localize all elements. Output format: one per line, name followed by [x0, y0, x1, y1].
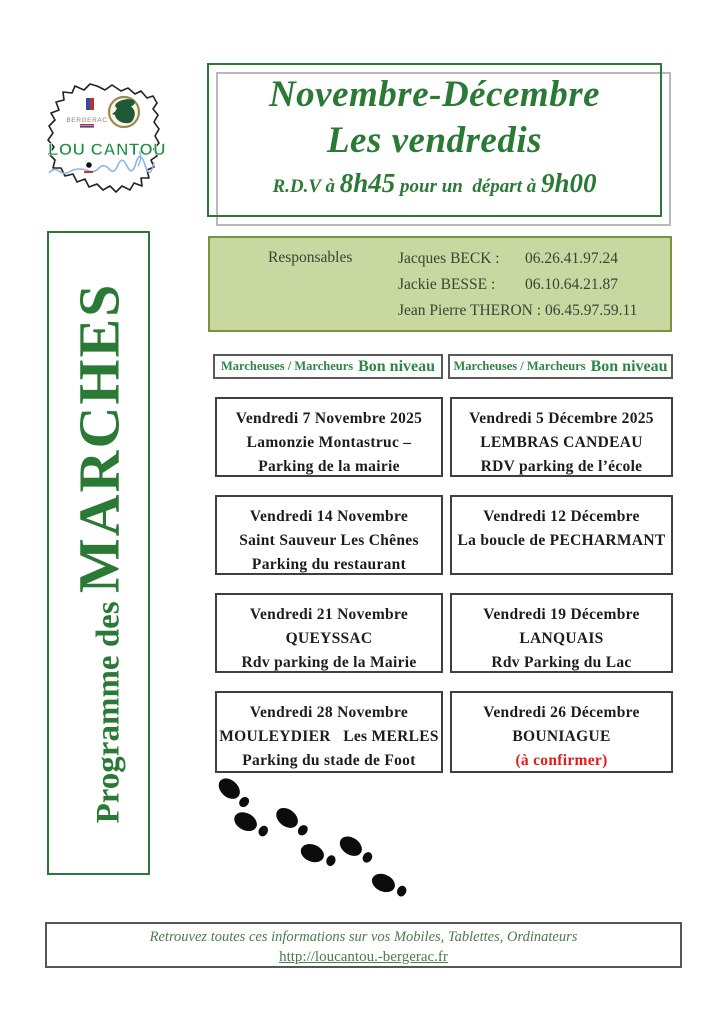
event-status-note: (à confirmer) [515, 752, 608, 769]
contact-row [398, 246, 637, 272]
header-rdv-line [209, 168, 660, 199]
event-date: Vendredi 19 Décembre [483, 606, 640, 623]
event-place: MOULEYDIER Les MERLES [219, 728, 439, 745]
contact-name: Jean Pierre THERON : [398, 302, 545, 319]
event-box-5-decembre [450, 397, 673, 477]
contact-row [398, 298, 637, 324]
level-header-bold: Bon niveau [590, 357, 668, 375]
sidebar-title-small: Programme des [90, 593, 126, 824]
contact-phone: 06.45.97.59.11 [544, 302, 638, 319]
event-date: Vendredi 21 Novembre [249, 606, 409, 623]
event-place: BOUNIAGUE [512, 728, 611, 745]
event-date: Vendredi 28 Novembre [249, 704, 409, 721]
event-date: Vendredi 26 Décembre [483, 704, 640, 721]
city-name-label: BERGERAC [66, 117, 108, 124]
city-stripe-red [80, 124, 94, 126]
header-title-line2: Les vendredis [326, 120, 543, 161]
event-meeting-point: Rdv Parking du Lac [491, 654, 632, 671]
sidebar-programme-marches [47, 231, 150, 875]
rdv-time: 8h45 [339, 168, 396, 198]
event-box-7-novembre [215, 397, 443, 477]
event-date: Vendredi 14 Novembre [249, 508, 409, 525]
rdv-prefix: R.D.V à [272, 176, 340, 197]
footer-website-link[interactable]: http://loucantou.-bergerac.fr [279, 949, 448, 965]
event-box-28-novembre [215, 691, 443, 773]
depart-time: 9h00 [540, 168, 597, 198]
event-place: QUEYSSAC [285, 630, 373, 647]
club-name-label: LOU CANTOU [47, 140, 167, 159]
sidebar-title-large: MARCHES [66, 282, 131, 594]
event-box-26-decembre [450, 691, 673, 773]
contact-phone: 06.10.64.21.87 [525, 276, 618, 293]
footer-box [45, 922, 682, 968]
level-header-left [213, 354, 443, 379]
depart-prefix: pour un départ à [395, 176, 541, 197]
responsables-label: Responsables [268, 249, 353, 266]
bergerac-mark-icon [84, 171, 93, 173]
header-title-line1: Novembre-Décembre [268, 74, 601, 115]
event-box-21-novembre [215, 593, 443, 673]
event-place: Lamonzie Montastruc – [246, 434, 412, 451]
level-header-text: Marcheuses / Marcheurs [220, 359, 354, 373]
event-box-19-decembre [450, 593, 673, 673]
event-date: Vendredi 7 Novembre 2025 [235, 410, 423, 427]
event-box-12-decembre [450, 495, 673, 575]
club-logo [42, 72, 177, 207]
level-header-bold: Bon niveau [358, 357, 436, 375]
event-meeting-point: Parking du restaurant [251, 556, 407, 573]
event-meeting-point: RDV parking de l’école [480, 458, 643, 475]
event-box-14-novembre [215, 495, 443, 575]
header-box [207, 63, 662, 217]
event-place: LANQUAIS [519, 630, 604, 647]
contact-row [398, 272, 637, 298]
event-place: La boucle de PECHARMANT [457, 532, 666, 549]
event-meeting-point: Rdv parking de la Mairie [241, 654, 417, 671]
footer-note: Retrouvez toutes ces informations sur vos Mobiles, Tablettes, Ordinateurs [149, 929, 578, 945]
event-meeting-point: Parking de la mairie [258, 458, 400, 475]
event-place: LEMBRAS CANDEAU [480, 434, 643, 451]
map-outline-icon [48, 84, 159, 192]
bergerac-dot-icon [86, 162, 92, 168]
responsables-contacts [398, 238, 637, 324]
responsables-box [208, 236, 672, 332]
sidebar-title [65, 283, 132, 824]
event-date: Vendredi 12 Décembre [483, 508, 640, 525]
event-meeting-point: Parking du stade de Foot [242, 752, 416, 769]
city-shield-blue [86, 98, 90, 110]
event-date: Vendredi 5 Décembre 2025 [469, 410, 654, 427]
city-shield-red [90, 98, 94, 110]
contact-name: Jackie BESSE : [398, 276, 496, 293]
event-place: Saint Sauveur Les Chênes [239, 532, 419, 549]
level-header-text: Marcheuses / Marcheurs [453, 359, 586, 373]
footprints-icon [205, 770, 420, 905]
contact-phone: 06.26.41.97.24 [525, 250, 618, 267]
contact-name: Jacques BECK : [398, 250, 500, 267]
city-stripe-blue [80, 126, 94, 128]
level-header-right [448, 354, 673, 379]
